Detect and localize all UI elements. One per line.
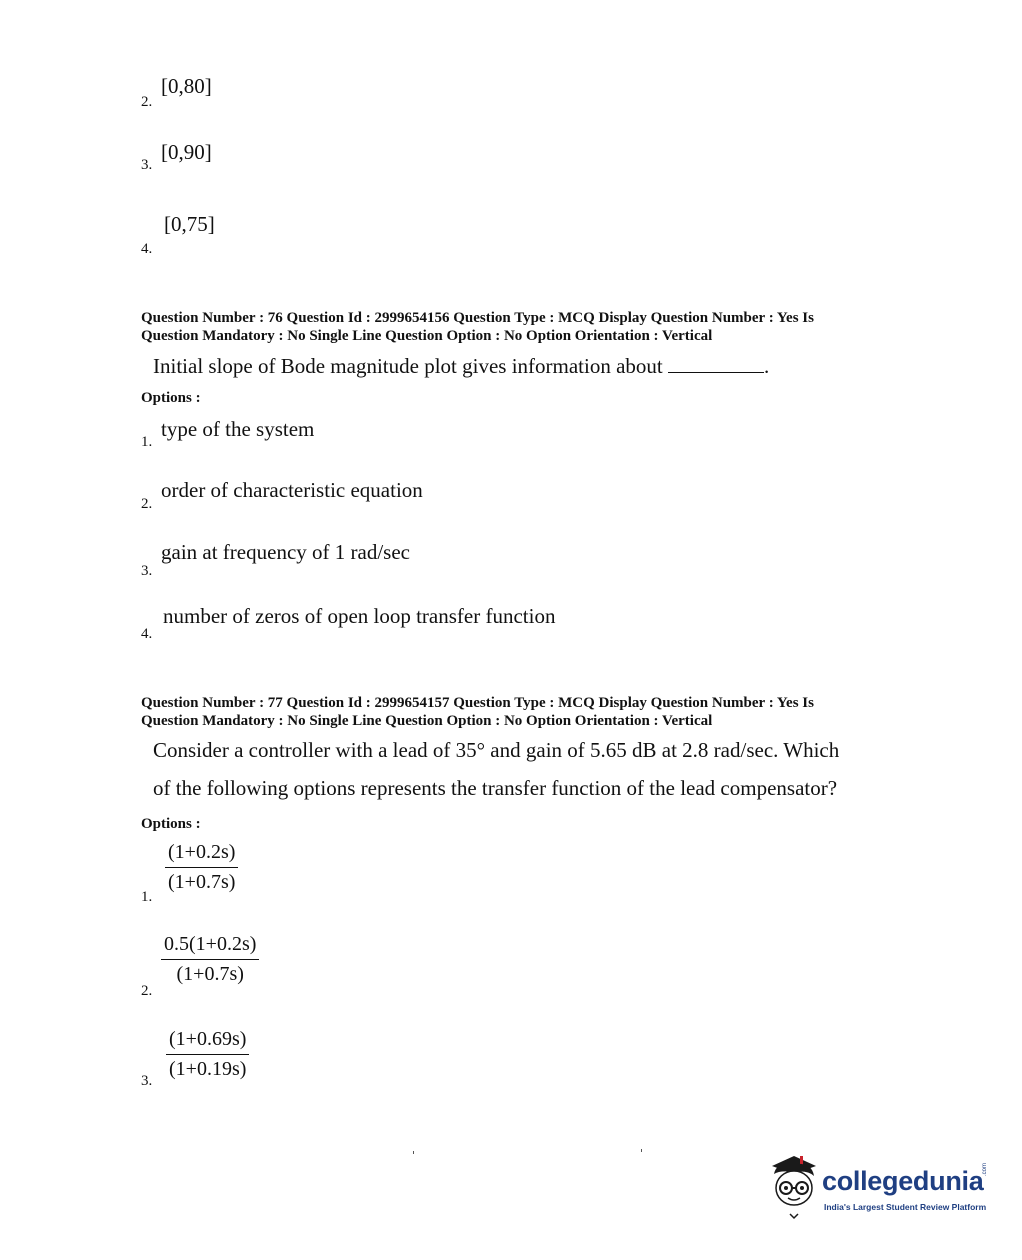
fraction-option <box>166 1028 249 1081</box>
fraction-numerator: 0.5(1+0.2s) <box>161 933 259 960</box>
question-meta-line: Question Mandatory : No Single Line Question Option : No Option Orientation : Vertical <box>141 328 713 344</box>
options-label: Options : <box>141 816 201 832</box>
logo-suffix: .com <box>982 1162 988 1176</box>
fraction-denominator: (1+0.7s) <box>168 871 236 893</box>
option-number: 3. <box>141 1073 153 1089</box>
scan-speck <box>641 1149 642 1152</box>
fraction-denominator: (1+0.7s) <box>176 963 244 985</box>
question-meta-76 <box>141 309 881 345</box>
scan-speck <box>413 1151 414 1154</box>
option-number: 1. <box>141 434 153 450</box>
question-meta-line: Question Number : 77 Question Id : 2999654157 Question Type : MCQ Display Question Number : Yes Is <box>141 695 814 711</box>
fraction-option <box>165 841 238 894</box>
option-number: 3. <box>141 563 153 579</box>
option-number: 4. <box>141 241 153 257</box>
logo-wordmark: collegedunia <box>822 1166 984 1196</box>
answer-blank <box>668 358 764 373</box>
option-text: [0,80] <box>161 74 212 98</box>
question-text-line: Consider a controller with a lead of 35° and gain of 5.65 dB at 2.8 rad/sec. Which <box>153 738 840 762</box>
option-number: 3. <box>141 157 153 173</box>
option-number: 2. <box>141 496 153 512</box>
option-text: number of zeros of open loop transfer function <box>163 604 556 628</box>
option-number: 4. <box>141 626 153 642</box>
option-number: 2. <box>141 94 153 110</box>
question-meta-77 <box>141 694 881 730</box>
option-text: [0,75] <box>164 212 215 236</box>
question-text: Initial slope of Bode magnitude plot gives information about <box>153 354 663 378</box>
mascot-icon <box>764 1152 822 1224</box>
option-number: 2. <box>141 983 153 999</box>
fraction-numerator: (1+0.2s) <box>165 841 238 868</box>
question-text-end: . <box>764 354 770 378</box>
fraction-numerator: (1+0.69s) <box>166 1028 249 1055</box>
question-meta-line: Question Mandatory : No Single Line Question Option : No Option Orientation : Vertical <box>141 713 713 729</box>
question-meta-line: Question Number : 76 Question Id : 2999654156 Question Type : MCQ Display Question Number : Yes Is <box>141 310 814 326</box>
question-text-76 <box>153 354 769 379</box>
logo-tagline: India's Largest Student Review Platform <box>824 1202 987 1212</box>
option-text: [0,90] <box>161 140 212 164</box>
option-text: gain at frequency of 1 rad/sec <box>161 540 410 564</box>
option-text: type of the system <box>161 417 315 441</box>
collegedunia-logo <box>764 1152 994 1224</box>
fraction-option <box>161 933 259 986</box>
question-text-line: of the following options represents the transfer function of the lead compensator? <box>153 776 838 800</box>
fraction-denominator: (1+0.19s) <box>169 1058 247 1080</box>
option-number: 1. <box>141 889 153 905</box>
options-label: Options : <box>141 390 201 406</box>
option-text: order of characteristic equation <box>161 478 423 502</box>
